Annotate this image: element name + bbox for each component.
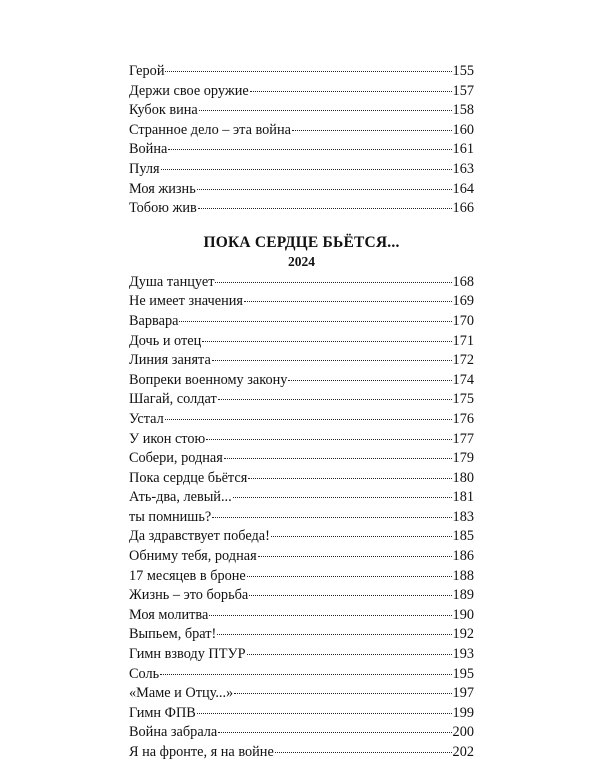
toc-entry-page-number: 197 xyxy=(452,685,474,702)
toc-entry-title: Тобою жив xyxy=(129,200,197,217)
toc-entry xyxy=(129,273,474,293)
toc-entry-title: Варвара xyxy=(129,312,179,329)
toc-entry-page-number: 177 xyxy=(452,430,474,447)
toc-entry xyxy=(129,199,474,219)
section-title: ПОКА СЕРДЦЕ БЬЁТСЯ... xyxy=(203,233,400,251)
toc-entry-page-number: 160 xyxy=(452,121,474,138)
toc-entry-page-number: 163 xyxy=(452,160,474,177)
toc-entry xyxy=(129,82,474,102)
toc-entry-title: Устал xyxy=(129,410,164,427)
toc-entry-page-number: 175 xyxy=(452,391,474,408)
dot-leader xyxy=(218,732,451,733)
dot-leader xyxy=(168,149,451,150)
toc-entry-page-number: 179 xyxy=(452,450,474,467)
toc-entry-page-number: 200 xyxy=(452,724,474,741)
toc-entry-title: Гимн взводу ПТУР xyxy=(129,646,246,663)
dot-leader xyxy=(198,208,452,209)
toc-entry-page-number: 190 xyxy=(452,606,474,623)
toc-entry xyxy=(129,527,474,547)
dot-leader xyxy=(258,556,452,557)
toc-entry-page-number: 202 xyxy=(452,744,474,760)
toc-entry-title: Соль xyxy=(129,665,160,682)
dot-leader xyxy=(275,752,452,753)
toc-entry-title: Жизнь – это борьба xyxy=(129,587,249,604)
toc-entry xyxy=(129,101,474,121)
toc-entry xyxy=(129,723,474,743)
toc-entry xyxy=(129,332,474,352)
dot-leader xyxy=(288,380,451,381)
toc-entry-title: Шагай, солдат xyxy=(129,391,217,408)
dot-leader xyxy=(209,615,451,616)
toc-entry-title: Ать-два, левый... xyxy=(129,489,232,506)
toc-entry-title: Пуля xyxy=(129,160,160,177)
toc-entry-title: Да здравствует победа! xyxy=(129,528,270,545)
toc-entry-page-number: 180 xyxy=(452,469,474,486)
toc-entry-page-number: 199 xyxy=(452,704,474,721)
toc-entry-page-number: 164 xyxy=(452,180,474,197)
dot-leader xyxy=(244,301,452,302)
dot-leader xyxy=(165,71,451,72)
dot-leader xyxy=(206,439,451,440)
toc-entry-title: Вопреки военному закону xyxy=(129,371,288,388)
dot-leader xyxy=(234,693,451,694)
toc-entry xyxy=(129,121,474,141)
toc-entry-page-number: 172 xyxy=(452,352,474,369)
toc-entry-title: Моя молитва xyxy=(129,606,209,623)
dot-leader xyxy=(215,282,451,283)
toc-entry xyxy=(129,743,474,763)
toc-entry-title: Обниму тебя, родная xyxy=(129,548,257,565)
toc-entry-title: Собери, родная xyxy=(129,450,223,467)
toc-entry-title: Война забрала xyxy=(129,724,218,741)
toc-entry-title: 17 месяцев в броне xyxy=(129,567,246,584)
toc-entry-title: У икон стою xyxy=(129,430,206,447)
toc-entry xyxy=(129,547,474,567)
dot-leader xyxy=(202,341,451,342)
dot-leader xyxy=(248,478,451,479)
dot-leader xyxy=(233,497,452,498)
toc-entry-title: Выпьем, брат! xyxy=(129,626,217,643)
toc-entry-page-number: 169 xyxy=(452,293,474,310)
toc-entry-title: Моя жизнь xyxy=(129,180,196,197)
toc-entry xyxy=(129,62,474,82)
toc-entry-title: Кубок вина xyxy=(129,102,198,119)
toc-entry xyxy=(129,645,474,665)
toc-entry xyxy=(129,586,474,606)
toc-entry-page-number: 158 xyxy=(452,102,474,119)
toc-entry-title: Дочь и отец xyxy=(129,332,202,349)
toc-entry xyxy=(129,160,474,180)
toc-entry-page-number: 188 xyxy=(452,567,474,584)
section-header xyxy=(129,233,474,271)
toc-entry-page-number: 193 xyxy=(452,646,474,663)
toc-entry xyxy=(129,625,474,645)
toc-entry-page-number: 157 xyxy=(452,82,474,99)
dot-leader xyxy=(212,360,452,361)
toc-entry-title: Странное дело – эта война xyxy=(129,121,291,138)
toc-entry xyxy=(129,410,474,430)
dot-leader xyxy=(250,91,452,92)
dot-leader xyxy=(292,130,452,131)
dot-leader xyxy=(218,399,452,400)
dot-leader xyxy=(197,189,452,190)
toc-entry xyxy=(129,488,474,508)
toc-entry-page-number: 185 xyxy=(452,528,474,545)
toc-entry-title: Пока сердце бьётся xyxy=(129,469,248,486)
dot-leader xyxy=(271,536,452,537)
toc-entry-title: Война xyxy=(129,141,168,158)
dot-leader xyxy=(249,595,451,596)
toc-entry xyxy=(129,140,474,160)
toc-entry-page-number: 174 xyxy=(452,371,474,388)
toc-entry-title: Держи свое оружие xyxy=(129,82,249,99)
dot-leader xyxy=(179,321,451,322)
toc-entry xyxy=(129,665,474,685)
toc-entry xyxy=(129,292,474,312)
table-of-contents-page xyxy=(129,62,474,763)
toc-entry-page-number: 195 xyxy=(452,665,474,682)
toc-entry xyxy=(129,684,474,704)
dot-leader xyxy=(161,169,452,170)
dot-leader xyxy=(224,458,452,459)
toc-entry-page-number: 183 xyxy=(452,508,474,525)
toc-entry-page-number: 192 xyxy=(452,626,474,643)
toc-entry-page-number: 176 xyxy=(452,410,474,427)
dot-leader xyxy=(160,674,451,675)
toc-list-part2 xyxy=(129,273,474,763)
toc-entry-title: Герой xyxy=(129,63,165,79)
dot-leader xyxy=(165,419,452,420)
toc-entry xyxy=(129,469,474,489)
toc-entry-title: Гимн ФПВ xyxy=(129,704,196,721)
toc-entry-page-number: 161 xyxy=(452,141,474,158)
dot-leader xyxy=(247,576,452,577)
toc-entry-title: Линия занята xyxy=(129,352,211,369)
dot-leader xyxy=(212,517,451,518)
toc-entry xyxy=(129,606,474,626)
toc-entry xyxy=(129,567,474,587)
section-year: 2024 xyxy=(288,253,315,269)
toc-entry-title: Душа танцует xyxy=(129,273,215,290)
toc-entry-title: «Маме и Отцу...» xyxy=(129,685,234,702)
toc-entry-page-number: 155 xyxy=(452,63,474,79)
toc-entry xyxy=(129,351,474,371)
dot-leader xyxy=(197,713,452,714)
toc-entry-page-number: 171 xyxy=(452,332,474,349)
toc-entry-page-number: 181 xyxy=(452,489,474,506)
dot-leader xyxy=(247,654,452,655)
toc-entry-page-number: 168 xyxy=(452,273,474,290)
toc-entry-title: Я на фронте, я на войне xyxy=(129,744,274,760)
toc-entry-title: Не имеет значения xyxy=(129,293,243,310)
dot-leader xyxy=(199,110,452,111)
toc-entry xyxy=(129,704,474,724)
toc-entry-title: ты помнишь? xyxy=(129,508,212,525)
toc-entry xyxy=(129,430,474,450)
toc-entry xyxy=(129,371,474,391)
toc-entry-page-number: 170 xyxy=(452,312,474,329)
toc-entry-page-number: 166 xyxy=(452,200,474,217)
toc-entry xyxy=(129,390,474,410)
toc-entry-page-number: 186 xyxy=(452,548,474,565)
toc-entry xyxy=(129,449,474,469)
toc-entry xyxy=(129,312,474,332)
toc-entry-page-number: 189 xyxy=(452,587,474,604)
toc-entry xyxy=(129,180,474,200)
toc-entry xyxy=(129,508,474,528)
toc-list-part1 xyxy=(129,62,474,219)
dot-leader xyxy=(217,634,451,635)
